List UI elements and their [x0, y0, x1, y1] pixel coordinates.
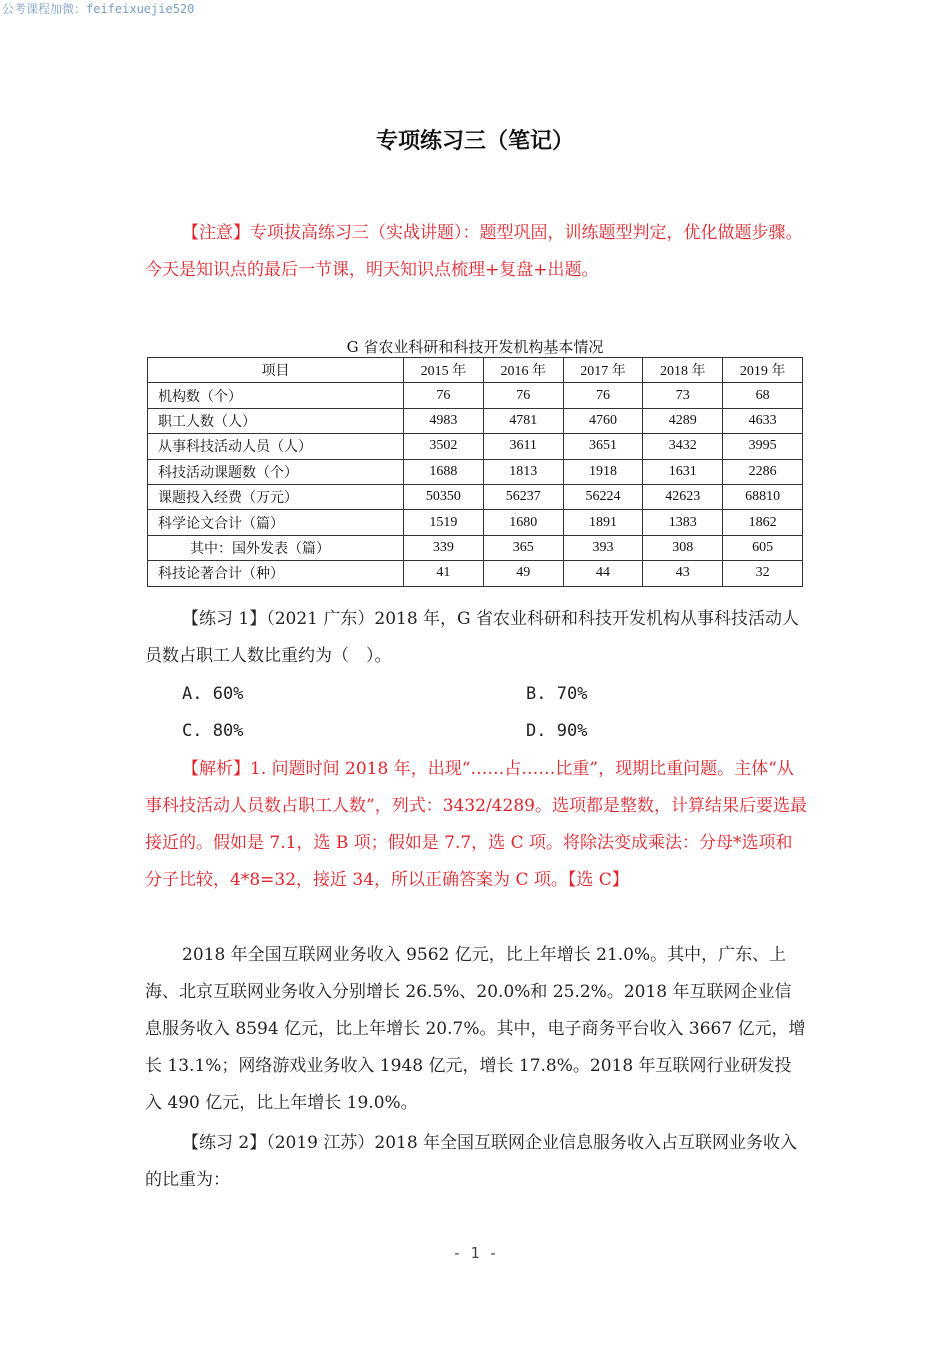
table-row	[148, 459, 803, 484]
row-label: 从事科技活动人员（人）	[148, 434, 404, 459]
table-cell: 339	[404, 535, 484, 560]
table-cell: 76	[563, 383, 643, 408]
table-cell: 42623	[643, 484, 723, 509]
table-cell: 4633	[723, 408, 803, 433]
table-row	[148, 535, 803, 560]
table-cell: 4289	[643, 408, 723, 433]
header-2016: 2016 年	[483, 358, 563, 383]
table-caption: G 省农业科研和科技开发机构基本情况	[346, 338, 604, 356]
table-cell: 1688	[404, 459, 484, 484]
row-label: 职工人数（人）	[148, 408, 404, 433]
table-cell: 56224	[563, 484, 643, 509]
table-cell: 4781	[483, 408, 563, 433]
table-cell: 44	[563, 561, 643, 586]
row-label: 科技论著合计（种）	[148, 561, 404, 586]
row-label: 课题投入经费（万元）	[148, 484, 404, 509]
header-2017: 2017 年	[563, 358, 643, 383]
table-cell: 3502	[404, 434, 484, 459]
option-d: D. 90%	[526, 721, 588, 741]
material-paragraph	[145, 937, 807, 1122]
table-cell: 50350	[404, 484, 484, 509]
table-cell: 4760	[563, 408, 643, 433]
page-title: 专项练习三（笔记）	[375, 128, 574, 154]
table-cell: 605	[723, 535, 803, 560]
table-cell: 49	[483, 561, 563, 586]
option-a: A. 60%	[182, 684, 244, 704]
note-text: 【注意】专项拔高练习三（实战讲题）：题型巩固，训练题型判定，优化做题步骤。今天是知识点的最后一节课，明天知识点梳理+复盘+出题。	[145, 223, 803, 280]
table-cell: 76	[404, 383, 484, 408]
table-cell: 32	[723, 561, 803, 586]
table-cell: 43	[643, 561, 723, 586]
table-cell: 393	[563, 535, 643, 560]
table-cell: 68810	[723, 484, 803, 509]
table-cell: 3995	[723, 434, 803, 459]
row-label: 科学论文合计（篇）	[148, 510, 404, 535]
question-2-stem	[145, 1125, 807, 1199]
watermark-contact: 公考课程加微：feifeixuejie520	[2, 2, 195, 16]
table-cell: 308	[643, 535, 723, 560]
table-row	[148, 434, 803, 459]
table-cell: 1519	[404, 510, 484, 535]
table-row	[148, 561, 803, 586]
page-number: - 1 -	[452, 1244, 498, 1262]
table-row	[148, 510, 803, 535]
table-cell: 41	[404, 561, 484, 586]
table-cell: 1918	[563, 459, 643, 484]
table-cell: 1891	[563, 510, 643, 535]
row-label: 科技活动课题数（个）	[148, 459, 404, 484]
option-b: B. 70%	[526, 684, 588, 704]
header-2015: 2015 年	[404, 358, 484, 383]
table-cell: 76	[483, 383, 563, 408]
table-cell: 2286	[723, 459, 803, 484]
table-cell: 3651	[563, 434, 643, 459]
question-1-options	[182, 676, 802, 750]
row-label: 其中：国外发表（篇）	[148, 535, 404, 560]
table-cell: 1813	[483, 459, 563, 484]
header-2018: 2018 年	[643, 358, 723, 383]
table-header-row	[148, 358, 803, 383]
question-1-text: 【练习 1】（2021 广东）2018 年，G 省农业科研和科技开发机构从事科技活动人员数占职工人数比重约为（ ）。	[145, 609, 800, 666]
note-paragraph	[145, 215, 807, 289]
table-cell: 1862	[723, 510, 803, 535]
table-cell: 1680	[483, 510, 563, 535]
table-row	[148, 383, 803, 408]
table-cell: 1383	[643, 510, 723, 535]
question-1-analysis	[145, 751, 807, 899]
table-cell: 73	[643, 383, 723, 408]
question-1-stem	[145, 601, 807, 675]
table-row	[148, 484, 803, 509]
material-text: 2018 年全国互联网业务收入 9562 亿元，比上年增长 21.0%。其中，广东、上海、北京互联网业务收入分别增长 26.5%、20.0%和 25.2%。2018 年互联网企业信息服务收入 8594 亿元，比上年增长 20.7%。其中，电子商务平台收入 3667 亿元，增长 13.1%；网络游戏业务收入 1948 亿元，增长 17.8%。2018 年互联网行业研发投入 490 亿元，比上年增长 19.0%。	[145, 945, 806, 1113]
option-c: C. 80%	[182, 721, 244, 741]
table-cell: 4983	[404, 408, 484, 433]
table-cell: 68	[723, 383, 803, 408]
table-cell: 56237	[483, 484, 563, 509]
options-row	[182, 713, 802, 750]
table-cell: 1631	[643, 459, 723, 484]
table-cell: 3611	[483, 434, 563, 459]
header-2019: 2019 年	[723, 358, 803, 383]
header-item: 项目	[148, 358, 404, 383]
data-table	[147, 357, 803, 587]
analysis-text: 【解析】1. 问题时间 2018 年，出现“……占……比重”，现期比重问题。主体“从事科技活动人员数占职工人数”，列式：3432/4289。选项都是整数，计算结果后要选最接近的。假如是 7.1，选 B 项；假如是 7.7，选 C 项。将除法变成乘法：分母*选项和分子比较，4*8=32，接近 34，所以正确答案为 C 项。【选 C】	[145, 759, 807, 890]
options-row	[182, 676, 802, 713]
table-row	[148, 408, 803, 433]
table-cell: 3432	[643, 434, 723, 459]
table-cell: 365	[483, 535, 563, 560]
question-2-text: 【练习 2】（2019 江苏）2018 年全国互联网企业信息服务收入占互联网业务收入的比重为：	[145, 1133, 798, 1190]
row-label: 机构数（个）	[148, 383, 404, 408]
